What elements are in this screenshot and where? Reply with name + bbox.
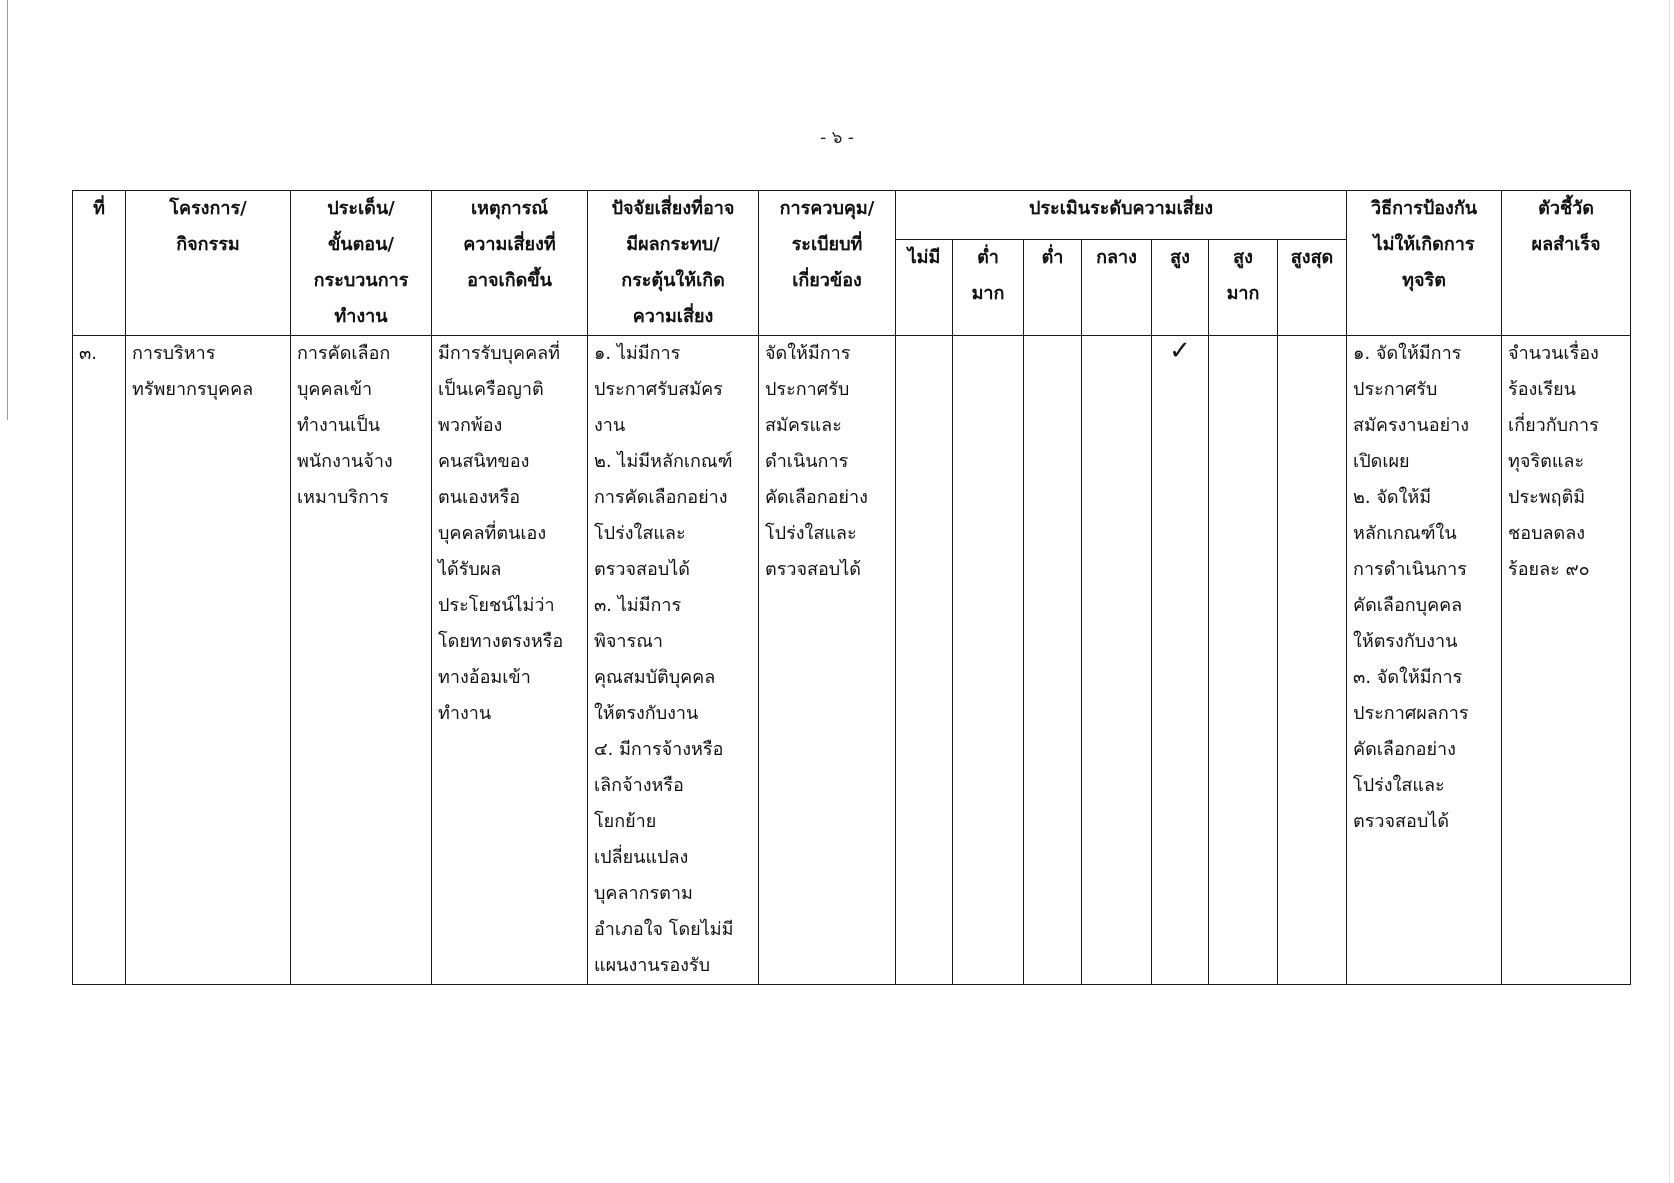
text-line: มาก — [971, 282, 1005, 304]
text-line: ตนเองหรือ — [438, 487, 521, 508]
text-line: ๑. ไม่มีการ — [594, 343, 681, 364]
cell-risk-event — [432, 336, 588, 985]
cell-level-medium — [1082, 336, 1152, 985]
header-control — [759, 191, 896, 336]
header-assessment-group: ประเมินระดับความเสี่ยง — [896, 191, 1347, 240]
text-line: โปร่งใสและ — [594, 523, 686, 544]
text-line: สูง — [1170, 246, 1190, 268]
text-line: มาก — [1226, 282, 1260, 304]
text-line: ไม่มี — [907, 246, 941, 268]
text-line: คนสนิทของ — [438, 451, 530, 472]
text-line: กลาง — [1096, 246, 1137, 268]
header-project — [126, 191, 291, 336]
text-line: การดำเนินการ — [1353, 559, 1467, 580]
text-line: กระบวนการ — [313, 270, 409, 291]
text-line: ๒. ไม่มีหลักเกณฑ์ — [594, 451, 733, 472]
header-risk-factor — [588, 191, 759, 336]
text-line: ทุจริต — [1402, 270, 1446, 291]
text-line: ประเด็น/ — [327, 198, 395, 219]
text-line: เหตุการณ์ — [470, 198, 549, 219]
text-line: บุคคลที่ตนเอง — [438, 523, 547, 544]
header-level-highest — [1278, 239, 1347, 335]
text-line: ระเบียบที่ — [791, 234, 863, 255]
text-line: ตรวจสอบได้ — [765, 559, 861, 580]
text-line: ประกาศรับ — [765, 379, 850, 400]
text-line: ขั้นตอน/ — [328, 234, 394, 255]
text-line: ความเสี่ยงที่ — [463, 234, 556, 255]
header-level-high — [1152, 239, 1209, 335]
header-row-1 — [73, 191, 1631, 240]
text-line: ๑. จัดให้มีการ — [1353, 343, 1462, 364]
text-line: ที่ — [93, 198, 105, 219]
text-line: บุคคลเข้า — [297, 379, 373, 400]
header-prevention — [1347, 191, 1502, 336]
text-line: การคัดเลือกอย่าง — [594, 487, 728, 508]
cell-level-highest — [1278, 336, 1347, 985]
cell-level-low — [1024, 336, 1082, 985]
text-line: การคัดเลือก — [297, 343, 391, 364]
header-level-medium — [1082, 239, 1152, 335]
cell-level-very-low — [953, 336, 1024, 985]
text-line: ประโยชน์ไม่ว่า — [438, 595, 555, 616]
scan-edge-left — [7, 0, 8, 420]
text-line: ประกาศรับสมัคร — [594, 379, 723, 400]
text-line: ทรัพยากรบุคคล — [132, 379, 254, 400]
text-line: ผลสำเร็จ — [1531, 234, 1601, 255]
scan-edge-right — [1669, 0, 1670, 1183]
text-line: สูงสุด — [1290, 246, 1334, 268]
text-line: โยกย้าย — [594, 811, 657, 832]
cell-control — [759, 336, 896, 985]
cell-level-none — [896, 336, 953, 985]
header-level-none — [896, 239, 953, 335]
text-line: ทุจริตและ — [1508, 451, 1585, 472]
text-line: กิจกรรม — [176, 234, 240, 255]
text-line: ประกาศรับ — [1353, 379, 1438, 400]
text-line: ปัจจัยเสี่ยงที่อาจ — [611, 198, 735, 219]
text-line: สมัครงานอย่าง — [1353, 415, 1470, 436]
text-line: เหมาบริการ — [297, 487, 389, 508]
text-line: ทำงานเป็น — [297, 415, 381, 436]
text-line: คัดเลือกอย่าง — [765, 487, 868, 508]
text-line: เกี่ยวกับการ — [1508, 415, 1599, 436]
header-level-low — [1024, 239, 1082, 335]
text-line: จัดให้มีการ — [765, 343, 851, 364]
text-line: สูง — [1233, 246, 1253, 268]
cell-issue — [291, 336, 432, 985]
text-line: หลักเกณฑ์ใน — [1353, 523, 1457, 544]
text-line: ตัวชี้วัด — [1538, 198, 1594, 219]
text-line: ต่ำ — [977, 246, 999, 268]
text-line: การควบคุม/ — [779, 198, 875, 219]
cell-prevention — [1347, 336, 1502, 985]
text-line: ความเสี่ยง — [632, 306, 714, 327]
text-line: ประพฤติมิ — [1508, 487, 1586, 508]
header-issue — [291, 191, 432, 336]
text-line: การบริหาร — [132, 343, 216, 364]
text-line: เปลี่ยนแปลง — [594, 847, 689, 868]
text-line: ต่ำ — [1041, 246, 1064, 268]
text-line: เลิกจ้างหรือ — [594, 775, 684, 796]
text-line: ทำงาน — [334, 306, 388, 327]
cell-no: ๓. — [73, 336, 126, 985]
text-line: มีผลกระทบ/ — [626, 234, 720, 255]
text-line: โครงการ/ — [169, 198, 247, 219]
header-indicator — [1502, 191, 1631, 336]
text-line: งาน — [594, 415, 626, 436]
cell-risk-factor — [588, 336, 759, 985]
header-risk-event — [432, 191, 588, 336]
text-line: พิจารณา — [594, 631, 663, 652]
text-line: เกี่ยวข้อง — [792, 270, 862, 291]
text-line: สมัครและ — [765, 415, 842, 436]
text-line: ดำเนินการ — [765, 451, 849, 472]
text-line: ร้องเรียน — [1508, 379, 1576, 400]
text-line: ชอบลดลง — [1508, 523, 1586, 544]
check-mark-icon: ✓ — [1169, 336, 1191, 366]
text-line: ให้ตรงกับงาน — [1353, 631, 1458, 652]
text-line: เปิดเผย — [1353, 451, 1410, 472]
text-line: ตรวจสอบได้ — [1353, 811, 1450, 832]
text-line: กระตุ้นให้เกิด — [621, 270, 725, 291]
text-line: ๓. ไม่มีการ — [594, 595, 682, 616]
text-line: ร้อยละ ๙๐ — [1508, 559, 1590, 580]
text-line: เป็นเครือญาติ — [438, 379, 544, 400]
text-line: คุณสมบัติบุคคล — [594, 667, 716, 688]
cell-level-high — [1152, 336, 1209, 985]
text-line: แผนงานรองรับ — [594, 955, 711, 976]
cell-indicator — [1502, 336, 1631, 985]
text-line: ได้รับผล — [438, 559, 502, 580]
text-line: อาจเกิดขึ้น — [467, 270, 552, 291]
text-line: ทางอ้อมเข้า — [438, 667, 531, 688]
text-line: ทำงาน — [438, 703, 492, 724]
text-line: โดยทางตรงหรือ — [438, 631, 564, 652]
text-line: พนักงานจ้าง — [297, 451, 393, 472]
text-line: โปร่งใสและ — [765, 523, 857, 544]
page-number: - ๖ - — [820, 128, 854, 148]
cell-project — [126, 336, 291, 985]
text-line: จำนวนเรื่อง — [1508, 343, 1599, 364]
text-line: ๒. จัดให้มี — [1353, 487, 1432, 508]
text-line: บุคลากรตาม — [594, 883, 693, 904]
text-line: ให้ตรงกับงาน — [594, 703, 699, 724]
text-line: ตรวจสอบได้ — [594, 559, 690, 580]
text-line: ๔. มีการจ้างหรือ — [594, 739, 724, 760]
text-line: วิธีการป้องกัน — [1371, 198, 1478, 219]
text-line: ๓. จัดให้มีการ — [1353, 667, 1463, 688]
text-line: ไม่ให้เกิดการ — [1373, 234, 1475, 255]
header-level-very-high — [1209, 239, 1278, 335]
text-line: คัดเลือกบุคคล — [1353, 595, 1463, 616]
text-line: ประกาศผลการ — [1353, 703, 1469, 724]
text-line: โปร่งใสและ — [1353, 775, 1445, 796]
header-level-very-low — [953, 239, 1024, 335]
cell-level-very-high — [1209, 336, 1278, 985]
text-line: อำเภอใจ โดยไม่มี — [594, 919, 734, 940]
risk-assessment-table — [72, 190, 1631, 985]
text-line: มีการรับบุคคลที่ — [438, 343, 561, 364]
text-line: พวกพ้อง — [438, 415, 503, 436]
text-line: คัดเลือกอย่าง — [1353, 739, 1456, 760]
header-no — [73, 191, 126, 336]
table-row — [73, 336, 1631, 985]
